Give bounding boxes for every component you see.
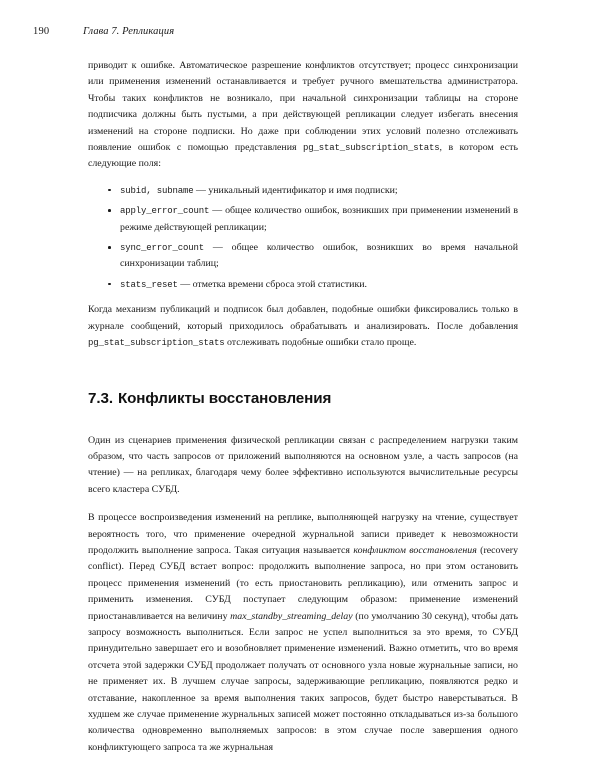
list-item	[106, 277, 518, 293]
param-max-standby-streaming-delay: max_standby_streaming_delay	[230, 610, 353, 622]
bullet-icon	[108, 246, 111, 249]
field-description: — общее количество ошибок, возникших во время начальной синхронизации таблиц;	[120, 242, 518, 270]
paragraph-history-text-a: Когда механизм публикаций и подписок был добавлен, подобные ошибки фиксировались только в журнале сообщений, который приходилось обрабатывать и анализировать. После добавления	[88, 304, 518, 332]
bullet-icon	[108, 283, 111, 286]
list-item	[106, 203, 518, 236]
paragraph-intro	[88, 58, 518, 173]
bullet-icon	[108, 189, 111, 192]
spacer	[88, 409, 518, 433]
paragraph-recovery-conflict	[88, 510, 518, 756]
field-name: apply_error_count	[120, 206, 210, 217]
list-item	[106, 183, 518, 199]
field-description: — общее количество ошибок, возникших при применении изменений в режиме действующей репликации;	[120, 205, 518, 233]
section-title: Конфликты восстановления	[117, 389, 332, 407]
paragraph-intro-text-b: , в котором есть следующие поля:	[88, 142, 519, 170]
recovery-text-a: В процессе воспроизведения изменений на реплике, выполняющей нагрузку на чтение, существует вероятность того, что применение очередной журнальной записи приведет к невозможности продолжить выполнение запроса. Такая ситуация называется	[88, 512, 518, 556]
spacer	[88, 293, 518, 302]
code-pg-stat-subscription-stats: pg_stat_subscription_stats	[302, 143, 440, 154]
spacer	[88, 352, 518, 389]
bullet-icon	[108, 209, 111, 212]
field-description: — уникальный идентификатор и имя подписки;	[193, 184, 398, 196]
paragraph-intro-text-a: приводит к ошибке. Автоматическое разрешение конфликтов отсутствует; процесс синхронизации или применения изменений останавливается и требует ручного вмешательства администратора. Чтобы таких конфликтов не возникало, при начальной синхронизации таблицы на стороне подписчика должны быть пустыми, а при действующей репликации следует избегать внесения изменений на стороне подписки. Но даже при соблюдении этих условий полезно отслеживать появление ошибок с помощью представления	[88, 60, 518, 154]
field-name: subid, subname	[120, 185, 194, 196]
section-heading	[88, 389, 518, 409]
page-number: 190	[33, 26, 50, 37]
recovery-text-c: (по умолчанию 30 секунд), чтобы дать запросу возможность выполниться. Если запрос не успел выполниться за это время, то СУБД принудительно завершает его и возобновляет применение изменений. Важно отметить, что во время отсчета этой задержки СУБД продолжает получать от основного узла новые журнальные записи, но не применяет их. В лучшем случае запросы, задерживающие репликацию, появляются редко и отставание, накопленное за время выполнения таких запросов, будет быстро наверстываться. В худшем же случае применение журнальных записей может постоянно откладываться из-за большого количества одновременно выполняемых запросов: в этом случае после завершения одного конфликтующего запроса та же журнальная	[88, 610, 518, 753]
list-item	[106, 240, 518, 273]
paragraph-history-text-b: отслеживать подобные ошибки стало проще.	[224, 337, 417, 349]
spacer	[88, 173, 518, 183]
field-name: sync_error_count	[120, 243, 205, 254]
section-number: 7.3.	[88, 389, 113, 407]
text-column	[88, 58, 518, 756]
field-description: — отметка времени сброса этой статистики.	[177, 278, 368, 290]
chapter-title: Глава 7. Репликация	[83, 26, 175, 37]
recovery-text-b: (recovery conflict). Перед СУБД встает вопрос: продолжить выполнение запроса, но при этом остановить процесс применения изменений (то есть приостановить репликацию), или отменить запрос и применить изменения. СУБД поступает следующим образом: применение изменений приостанавливается на величину	[88, 544, 519, 622]
running-head	[0, 26, 600, 44]
field-name: stats_reset	[120, 279, 178, 290]
code-pg-stat-subscription-stats: pg_stat_subscription_stats	[88, 338, 225, 349]
field-list	[88, 183, 518, 293]
term-recovery-conflict: конфликтом восстановления	[353, 544, 477, 556]
paragraph-scenario: Один из сценариев применения физической репликации связан с распределением нагрузки таким образом, что часть запросов от приложений выполняются на основном узле, а часть запросов (на чтение) — на репликах, благодаря чему более эффективно используются вычислительные ресурсы всего кластера СУБД.	[88, 434, 518, 495]
paragraph-history	[88, 302, 518, 351]
